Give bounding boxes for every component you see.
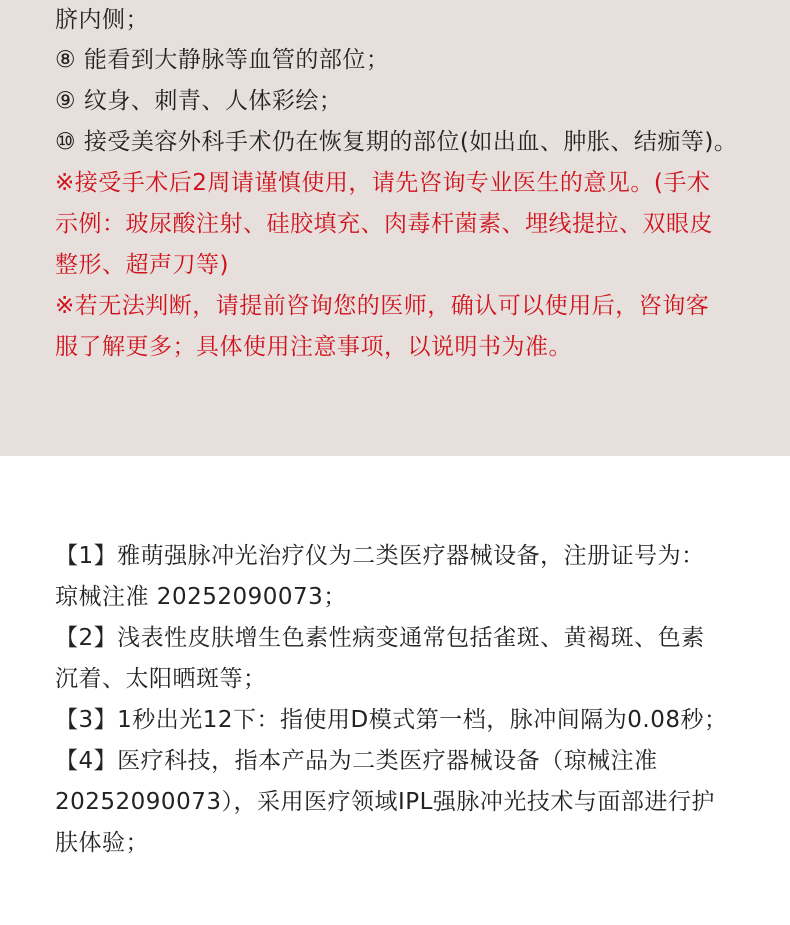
precautions-panel [0, 0, 790, 456]
note-line: 琼械注准 20252090073； [55, 584, 347, 610]
note-line: 【4】医疗科技，指本产品为二类医疗器械设备（琼械注准 [55, 748, 658, 774]
note-line: 20252090073），采用医疗领域IPL强脉冲光技术与面部进行护 [55, 789, 715, 815]
warning-surgery-line: ※接受手术后2周请谨慎使用，请先咨询专业医生的意见。(手术 [55, 170, 711, 196]
note-line: 沉着、太阳晒斑等； [55, 666, 267, 692]
note-line: 肤体验； [55, 830, 149, 856]
warning-surgery-line: 整形、超声刀等) [55, 252, 229, 278]
warning-consult-line: 服了解更多；具体使用注意事项，以说明书为准。 [55, 334, 572, 360]
note-line: 【2】浅表性皮肤增生色素性病变通常包括雀斑、黄褐斑、色素 [55, 625, 705, 651]
precaution-item-9: ⑨ 纹身、刺青、人体彩绘； [55, 88, 343, 114]
warning-consult-line: ※若无法判断，请提前咨询您的医师，确认可以使用后，咨询客 [55, 293, 710, 319]
note-line: 【3】1秒出光12下：指使用D模式第一档，脉冲间隔为0.08秒； [55, 707, 728, 733]
precaution-item-10: ⑩ 接受美容外科手术仍在恢复期的部位(如出血、肿胀、结痂等)。 [55, 129, 738, 155]
precaution-item-8: ⑧ 能看到大静脉等血管的部位； [55, 47, 390, 73]
note-line: 【1】雅萌强脉冲光治疗仪为二类医疗器械设备，注册证号为： [55, 543, 705, 569]
precaution-line: 脐内侧； [55, 7, 149, 33]
warning-surgery-line: 示例：玻尿酸注射、硅胶填充、肉毒杆菌素、埋线提拉、双眼皮 [55, 211, 713, 237]
